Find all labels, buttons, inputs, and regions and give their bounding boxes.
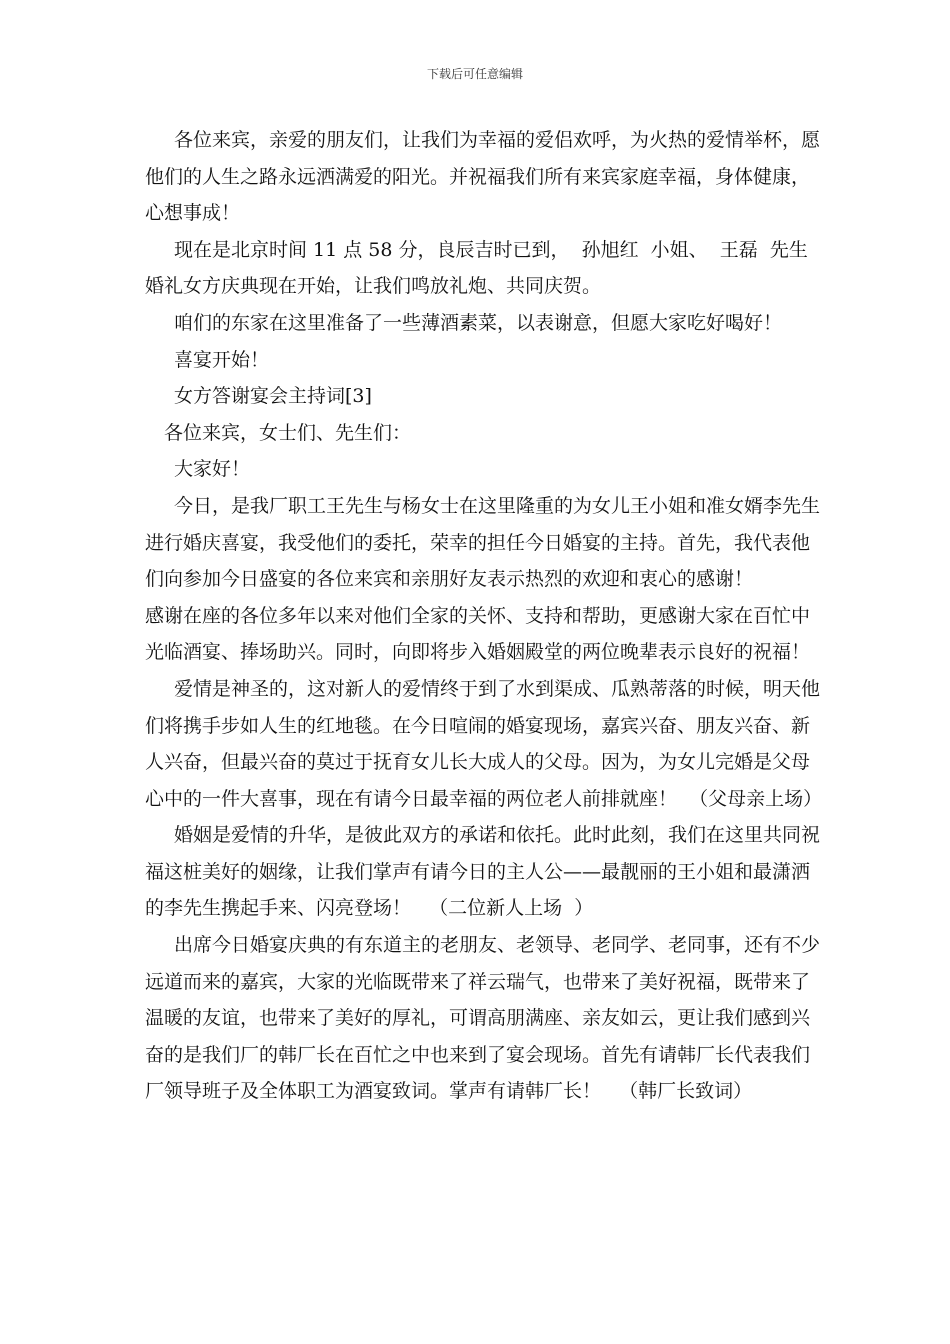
paragraph-hello: 大家好！ (174, 458, 251, 481)
paragraph-guests: 出席今日婚宴庆典的有东道主的老朋友、老领导、老同学、老同事，还有不少远道而来的嘉宾，大家的光临既带来了祥云瑞气，也带来了美好祝福，既带来了温暖的友谊，也带来了美好的厚礼，可谓高朋满座、亲友如云，更让我们感到兴奋的是我们厂的韩厂长在百忙之中也来到了宴会现场。首先有请韩厂长代表我们厂领导班子及全体职工为酒宴致词。掌声有请韩厂长！ （韩厂长致词） (145, 934, 821, 1103)
paragraph-love: 爱情是神圣的，这对新人的爱情终于到了水到渠成、瓜熟蒂落的时候，明天他们将携手步如人生的红地毯。在今日喧闹的婚宴现场，嘉宾兴奋、朋友兴奋、新人兴奋，但最兴奋的莫过于抚育女儿长大成人的父母。因为，为女儿完婚是父母心中的一件大喜事，现在有请今日最幸福的两位老人前排就座！ （父母亲上场） (145, 677, 823, 810)
paragraph-banquet-thanks: 咱们的东家在这里准备了一些薄酒素菜，以表谢意，但愿大家吃好喝好！ (174, 311, 783, 334)
paragraph-marriage: 婚姻是爱情的升华，是彼此双方的承诺和依托。此时此刻，我们在这里共同祝福这桩美好的姻缘，让我们掌声有请今日的主人公——最靓丽的王小姐和最潇洒的李先生携起手来、闪亮登场！ （二位新人上场 ） (145, 824, 821, 920)
paragraph-gratitude: 感谢在座的各位多年以来对他们全家的关怀、支持和帮助，更感谢大家在百忙中光临酒宴、捧场助兴。同时，向即将步入婚姻殿堂的两位晚辈表示良好的祝福！ (145, 604, 811, 664)
paragraph-greeting: 各位来宾，女士们、先生们： (164, 421, 412, 444)
paragraph-ceremony-start: 现在是北京时间 11 点 58 分，良辰吉时已到， 孙旭红 小姐、 王磊 先生婚礼女方庆典现在开始，让我们鸣放礼炮、共同庆贺。 (145, 238, 808, 298)
paragraph-blessing: 各位来宾，亲爱的朋友们，让我们为幸福的爱侣欢呼，为火热的爱情举杯，愿他们的人生之路永远洒满爱的阳光。并祝福我们所有来宾家庭幸福，身体健康，心想事成！ (145, 129, 821, 225)
paragraph-host-intro: 今日，是我厂职工王先生与杨女士在这里隆重的为女儿王小姐和准女婿李先生进行婚庆喜宴，我受他们的委托，荣幸的担任今日婚宴的主持。首先，我代表他们向参加今日盛宴的各位来宾和亲朋好友表示热烈的欢迎和衷心的感谢！ (145, 494, 821, 591)
document-body (145, 122, 821, 1110)
page-header-note: 下载后可任意编辑 (426, 67, 523, 81)
section-title: 女方答谢宴会主持词[3] (174, 385, 372, 408)
paragraph-banquet-begin: 喜宴开始！ (174, 348, 270, 371)
